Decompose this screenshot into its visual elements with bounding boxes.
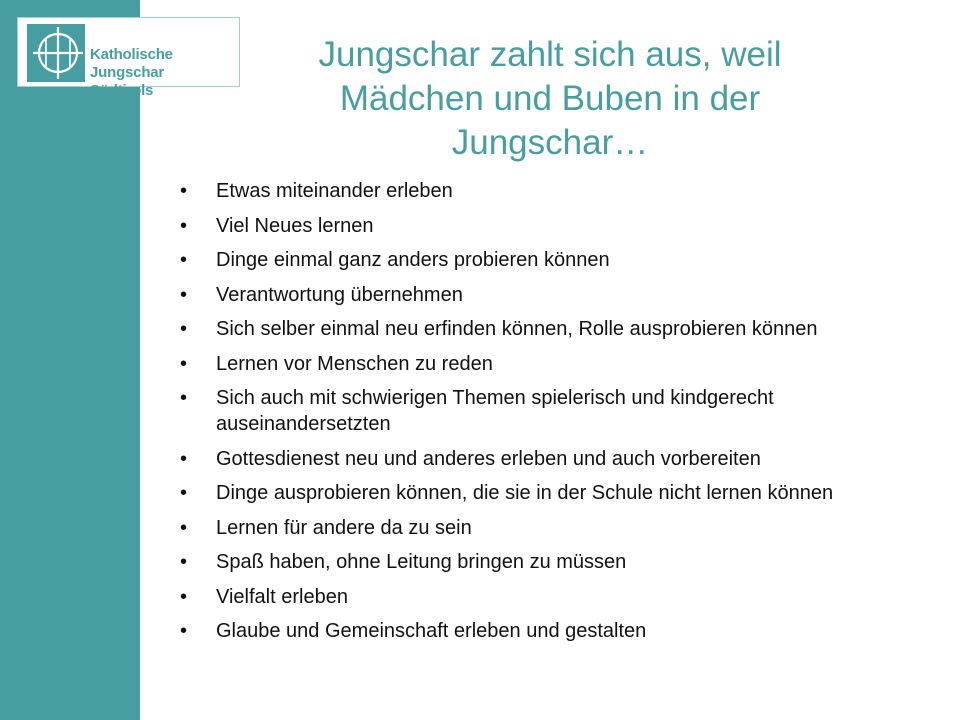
title-line-1: Jungschar zahlt sich aus, weil [318, 35, 782, 74]
bullet-item: • Lernen für andere da zu sein [178, 515, 898, 541]
bullet-list [178, 178, 898, 653]
bullet-item: • Vielfalt erleben [178, 584, 898, 610]
title-line-2: Mädchen und Buben in der [339, 79, 761, 118]
sidebar-band [0, 0, 140, 720]
bullet-item: • Spaß haben, ohne Leitung bringen zu müssen [178, 549, 898, 575]
bullet-item: • Etwas miteinander erleben [178, 178, 898, 204]
kjs-cross-circle-icon [27, 24, 85, 82]
logo [17, 17, 240, 99]
bullet-item: • Dinge ausprobieren können, die sie in der Schule nicht lernen können [178, 480, 898, 506]
logo-line-1: Katholische Jungschar [90, 46, 173, 81]
bullet-item: • Dinge einmal ganz anders probieren können [178, 247, 898, 273]
logo-line-2: Südtirols [90, 82, 154, 99]
slide-title [260, 33, 840, 165]
bullet-item: • Sich auch mit schwierigen Themen spielerisch und kindgerecht auseinandersetzten [178, 385, 898, 437]
bullet-item: • Glaube und Gemeinschaft erleben und gestalten [178, 618, 898, 644]
bullet-item: • Verantwortung übernehmen [178, 282, 898, 308]
bullet-item: • Viel Neues lernen [178, 213, 898, 239]
bullet-item: • Lernen vor Menschen zu reden [178, 351, 898, 377]
bullet-item: • Gottesdienest neu und anderes erleben und auch vorbereiten [178, 446, 898, 472]
logo-wordmark [90, 46, 239, 100]
bullet-item: • Sich selber einmal neu erfinden können, Rolle ausprobieren können [178, 316, 898, 342]
title-line-3: Jungschar… [451, 123, 649, 162]
